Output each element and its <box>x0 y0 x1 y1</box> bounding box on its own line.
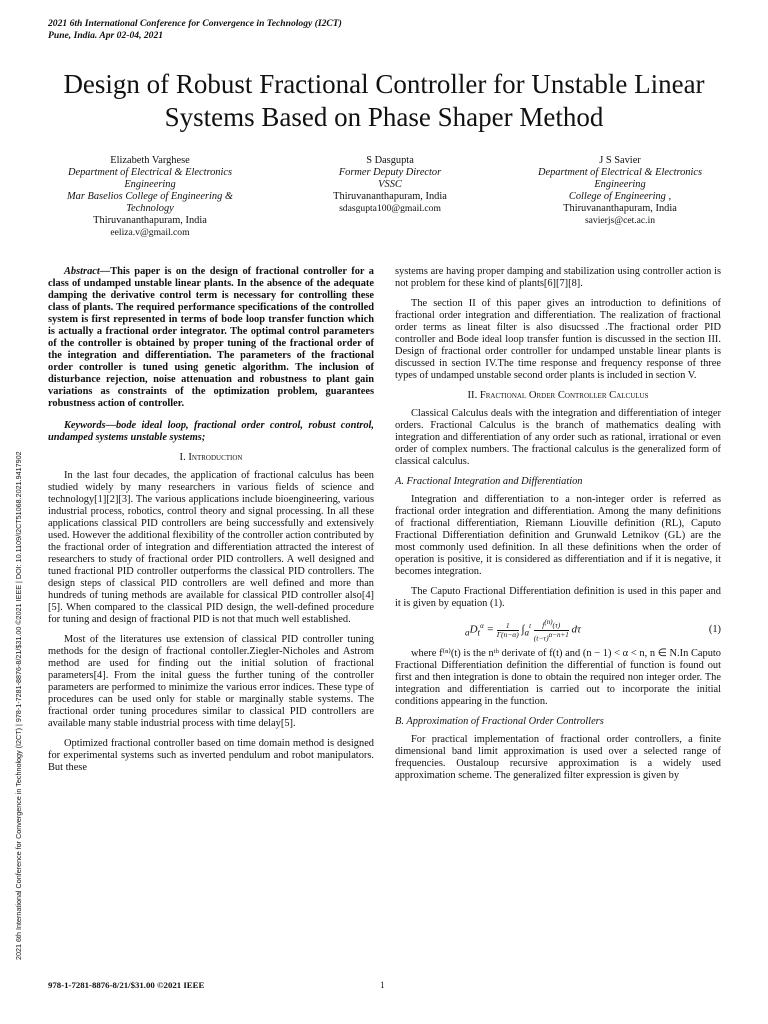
author-city: Thiruvananthapuram, India <box>333 191 447 202</box>
equation-1 <box>395 618 721 642</box>
author-name: J S Savier <box>599 155 641 166</box>
paragraph: Optimized fractional controller based on time domain method is designed for experimental systems such as inverted pendulum and robot manipulators. But these <box>48 738 374 773</box>
paragraph: Integration and differentiation to a non-integer order is referred as fractional order integration and differentiation. Among the many definitions of fractional differentiation, Riemann Liouville definition (RL), Caputo Fractional Differentiation definition and Grunwald Letnikov (GL) are the most commonly used definition. In all these definitions when the order of operation is positive, it is considered as differentiation and if it is negative, it becomes integration. <box>395 494 721 577</box>
author-affiliation: Department of Electrical & Electronics Engineering <box>537 167 703 190</box>
paragraph: The Caputo Fractional Differentiation definition is used in this paper and it is given by equation (1). <box>395 586 721 609</box>
paragraph: In the last four decades, the application of fractional calculus has been studied widely by many researchers in various fields of science and technology[1][2][3]. The various applications include bioengineering, various industrial process, robotics, control theory and signal processing. In all these applications classical PID controllers are being successfully and extensively used. However the additional flexibility of the controller action contributed by the fractional order of integration and differentiation attracted the interest of researchers to study of fractional order PID controllers. A well designed and tuned fractional PID controller outperforms the classical PID controllers. The design steps of classical PID controllers are well defined and more than hundreds of tuning methods are available for classical PID controller also[4][5]. When compared to the classical PID design, the well-defined procedure for tuning and design of fractional PID is not that much well established. <box>48 470 374 625</box>
abstract-label: Abstract— <box>64 266 111 277</box>
paragraph: The section II of this paper gives an introduction to definitions of fractional order integration and differentiation. The realization of fractional order terms as lineat filter is also disucssed .The fractional order PID controller and Bode ideal loop transfer funtion is discussed in the section III. Design of fractional order controller for undamped unstable linear plants is discussed in section IV.The time response and frequency response of three types of undamped unstable second order plants is included in section V. <box>395 298 721 381</box>
author-name: Elizabeth Varghese <box>110 155 190 166</box>
equation-expression: $_aD_t^\alpha$ = $\frac{1}{\Gamma(n-\alpha)}$ $\int_a^t$ $\frac{f^{(n)}(\tau)}{(t-\tau)^{\alpha-n+1}}$ dτ <box>465 618 581 642</box>
paragraph: systems are having proper damping and stabilization using controller action is not problem for these kind of plants[6][7][8]. <box>395 266 721 289</box>
subsection-heading-a: A. Fractional Integration and Differentiation <box>395 476 583 487</box>
left-column <box>48 266 374 782</box>
author-3 <box>520 155 720 227</box>
keywords <box>48 420 374 444</box>
subsection-heading-b: B. Approximation of Fractional Order Controllers <box>395 716 604 727</box>
author-email: savierjs@cet.ac.in <box>584 215 656 226</box>
author-email: sdasgupta100@gmail.com <box>339 203 441 214</box>
author-affiliation: Mar Baselios College of Engineering & Technology <box>67 191 233 214</box>
paragraph: Most of the literatures use extension of classical PID controller tuning methods for the design of fractional contoller.Ziegler-Nicholes and Astrom method are used for finding out the initial solution of fractional parameters[4]. From the inital guess the further tuning of the controller parameters are performed to minimize the various error indices. These type of procedures can be used only for stable or marginally stable systems. The fractional order tuning procedures similar to classical PID controllers are available many stable industrial process with time delay[5]. <box>48 634 374 729</box>
keywords-text: bode ideal loop, fractional order control, robust control, undamped systems unstable systems; <box>48 420 374 443</box>
author-affiliation: VSSC <box>378 179 402 190</box>
paragraph: Classical Calculus deals with the integration and differentiation of integer orders. Fractional Calculus is the branch of mathematics dealing with integration and differentiation of any order such as rational, irrational or even order of complex numbers. The fractional calculus is the generalized form of classical calculus. <box>395 408 721 467</box>
author-1 <box>50 155 250 239</box>
abstract-text: This paper is on the design of fractional controller for a class of undamped unstable linear plants. In the absence of the adequate damping the derivative control term is necessary for controlling these class of plants. The required performance specifications of the controlled system is first represented in terms of bode loop transfer function which is actually a fractional order integrator. The optimal control parameters of the controller is obtained by proper tuning of the fractional order of the integration and differentiation. The parameters of the fractional order controller is tuned using genetic algorithm. The inclusion of disturbance rejection, noise attenuation and robustness to plant gain variations as constraints of the optimization problem, guarantees robustness action of controller. <box>48 266 374 409</box>
footer-copyright: 978-1-7281-8876-8/21/$31.00 ©2021 IEEE <box>48 980 205 990</box>
right-column <box>395 266 721 790</box>
conference-location: Pune, India. Apr 02-04, 2021 <box>48 30 164 41</box>
author-name: S Dasgupta <box>366 155 414 166</box>
conference-name: 2021 6th International Conference for Convergence in Technology (I2CT) <box>48 18 342 29</box>
author-2 <box>295 155 485 215</box>
author-city: Thiruvananthapuram, India <box>93 215 207 226</box>
section-heading-fractional-calculus: II. Fractional Order Controller Calculus <box>467 390 649 401</box>
abstract <box>48 266 374 410</box>
paragraph: For practical implementation of fractional order controllers, a finite dimensional band limit approximation is used over a selected range of frequencies. Oustaloup recursive approximation is a widely used approximation scheme. The generalized filter expression is given by <box>395 734 721 781</box>
author-affiliation: Former Deputy Director <box>338 167 442 178</box>
author-affiliation: Department of Electrical & Electronics Engineering <box>67 167 233 190</box>
author-email: eeliza.v@gmail.com <box>110 227 190 238</box>
author-city: Thiruvananthapuram, India <box>563 203 677 214</box>
keywords-label: Keywords— <box>64 420 116 431</box>
equation-number: (1) <box>708 624 721 635</box>
margin-citation-text: 2021 6th International Conference for Convergence in Technology (I2CT) | 978-1-7281-8876-8/21/$31.00 ©2021 IEEE | DOI: 10.1109/I2CT51068.2021.9417902 <box>14 451 23 960</box>
author-affiliation: College of Engineering , <box>568 191 672 202</box>
paper-title: Design of Robust Fractional Controller for Unstable Linear Systems Based on Phase Shaper Method <box>63 69 705 132</box>
section-heading-introduction: I. Introduction <box>179 452 243 463</box>
page-number: 1 <box>380 980 385 990</box>
conference-header <box>48 18 342 42</box>
paragraph: where f⁽ⁿ⁾(t) is the nᵗʰ derivate of f(t) and (n − 1) < α < n, n ∈ N.In Caputo Fractional Differentiation definition the differential of function is found out first and then integration is done to obtain the required non integer order. The integration and differentiation is carried out to incorporate the initial conditions appearing in the function. <box>395 648 721 707</box>
